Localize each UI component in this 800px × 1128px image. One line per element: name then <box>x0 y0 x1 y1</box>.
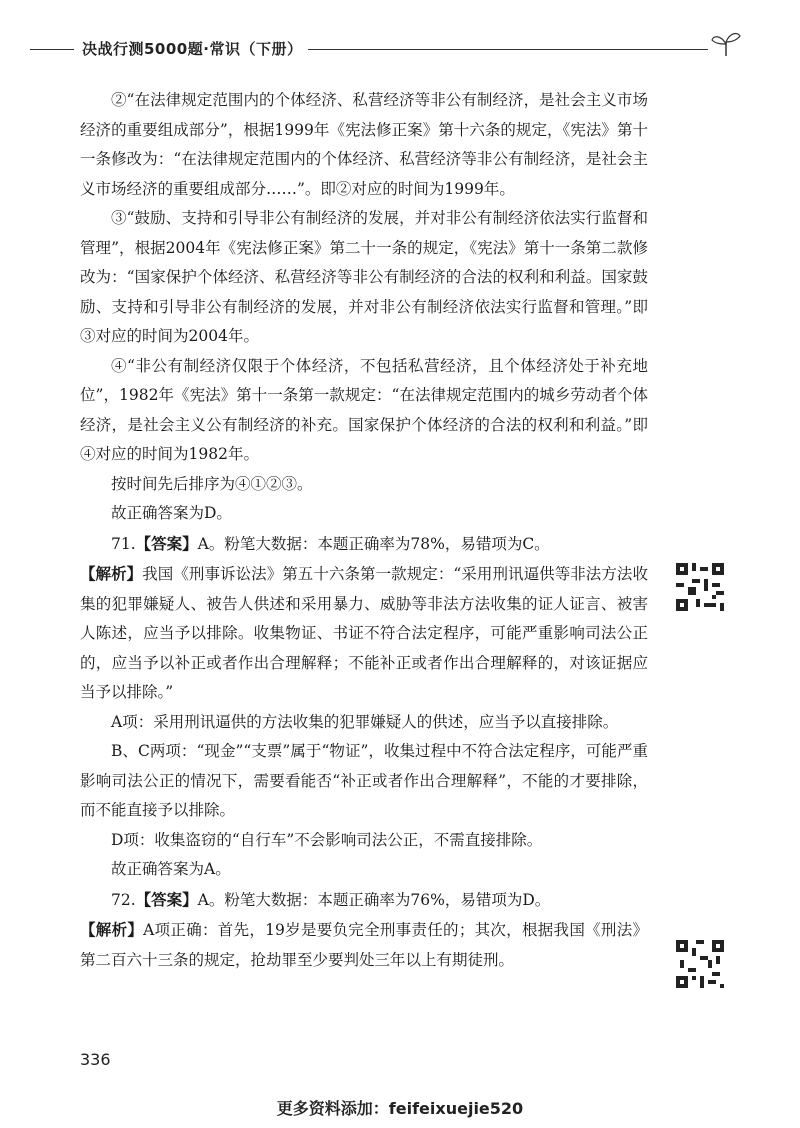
q72-analysis-text: A项正确：首先，19岁是要负完全刑事责任的；其次，根据我国《刑法》第二百六十三条的规定，抢劫罪至少要判处三年以上有期徒刑。 <box>80 921 648 969</box>
qr-code-icon[interactable] <box>676 940 724 988</box>
q72-analysis-tag: 【解析】 <box>80 920 144 939</box>
q71-option-bc: B、C两项：“现金”“支票”属于“物证”，收集过程中不符合法定程序，可能严重影响司法公正的情况下，需要看能否“补正或者作出合理解释”，不能的才要排除，而不能直接予以排除。 <box>80 742 648 819</box>
q71-answer-tag: 【答案】 <box>135 533 198 553</box>
q71-number: 71. <box>111 534 136 553</box>
q71-analysis-text: 我国《刑事诉讼法》第五十六条第一款规定：“采用刑讯逼供等非法方法收集的犯罪嫌疑人、被告人供述和采用暴力、威胁等非法方法收集的证人证言、被害人陈述，应当予以排除。收集物证、书证不符合法定程序，可能严重影响司法公正的，应当予以补正或者作出合理解释；不能补正或者作出合理解释的，对该证据应当予以排除。” <box>80 565 648 701</box>
sprout-icon <box>710 30 742 58</box>
header-rule-left <box>30 49 74 50</box>
q71-option-d: D项：收集盗窃的“自行车”不会影响司法公正，不需直接排除。 <box>111 830 543 849</box>
q71-option-a: A项：采用刑讯逼供的方法收集的犯罪嫌疑人的供述，应当予以直接排除。 <box>111 712 619 731</box>
book-title: 决战行测5000题·常识（下册） <box>82 40 303 58</box>
q72-answer-text: A。粉笔大数据：本题正确率为76%，易错项为D。 <box>197 890 551 909</box>
q72-number: 72. <box>111 890 136 909</box>
paragraph-point-3: ③“鼓励、支持和引导非公有制经济的发展，并对非公有制经济依法实行监督和管理”，根据2004年《宪法修正案》第二十一条的规定，《宪法》第十一条第二款修改为：“国家保护个体经济、私营经济等非公有制经济的合法的权利和利益。国家鼓励、支持和引导非公有制经济的发展，并对非公有制经济依法实行监督和管理。”即③对应的时间为2004年。 <box>80 209 648 345</box>
page-header <box>30 38 770 62</box>
page-number: 336 <box>80 1050 111 1069</box>
qr-code-icon[interactable] <box>676 563 724 611</box>
order-summary: 按时间先后排序为④①②③。 <box>111 474 313 493</box>
q71-analysis-tag: 【解析】 <box>80 564 143 583</box>
q72-analysis <box>80 915 648 975</box>
page-content <box>80 86 648 975</box>
q72-answer-tag: 【答案】 <box>135 889 198 909</box>
paragraph-point-2: ②“在法律规定范围内的个体经济、私营经济等非公有制经济，是社会主义市场经济的重要组成部分”，根据1999年《宪法修正案》第十六条的规定，《宪法》第十一条修改为：“在法律规定范围内的个体经济、私营经济等非公有制经济，是社会主义市场经济的重要组成部分……”。即②对应的时间为1999年。 <box>80 91 648 198</box>
q71-answer <box>80 529 648 560</box>
q71-analysis <box>80 559 648 708</box>
paragraph-point-4: ④“非公有制经济仅限于个体经济，不包括私营经济，且个体经济处于补充地位”，1982年《宪法》第十一条第一款规定：“在法律规定范围内的城乡劳动者个体经济，是社会主义公有制经济的补充。国家保护个体经济的合法的权利和利益。”即④对应的时间为1982年。 <box>80 356 648 463</box>
header-rule-right <box>308 49 708 50</box>
q71-conclusion: 故正确答案为A。 <box>111 860 231 878</box>
q70-conclusion: 故正确答案为D。 <box>111 504 232 522</box>
footer-note: 更多资料添加：feifeixuejie520 <box>276 1099 524 1118</box>
q71-answer-text: A。粉笔大数据：本题正确率为78%，易错项为C。 <box>197 534 550 553</box>
q72-answer <box>80 885 648 916</box>
